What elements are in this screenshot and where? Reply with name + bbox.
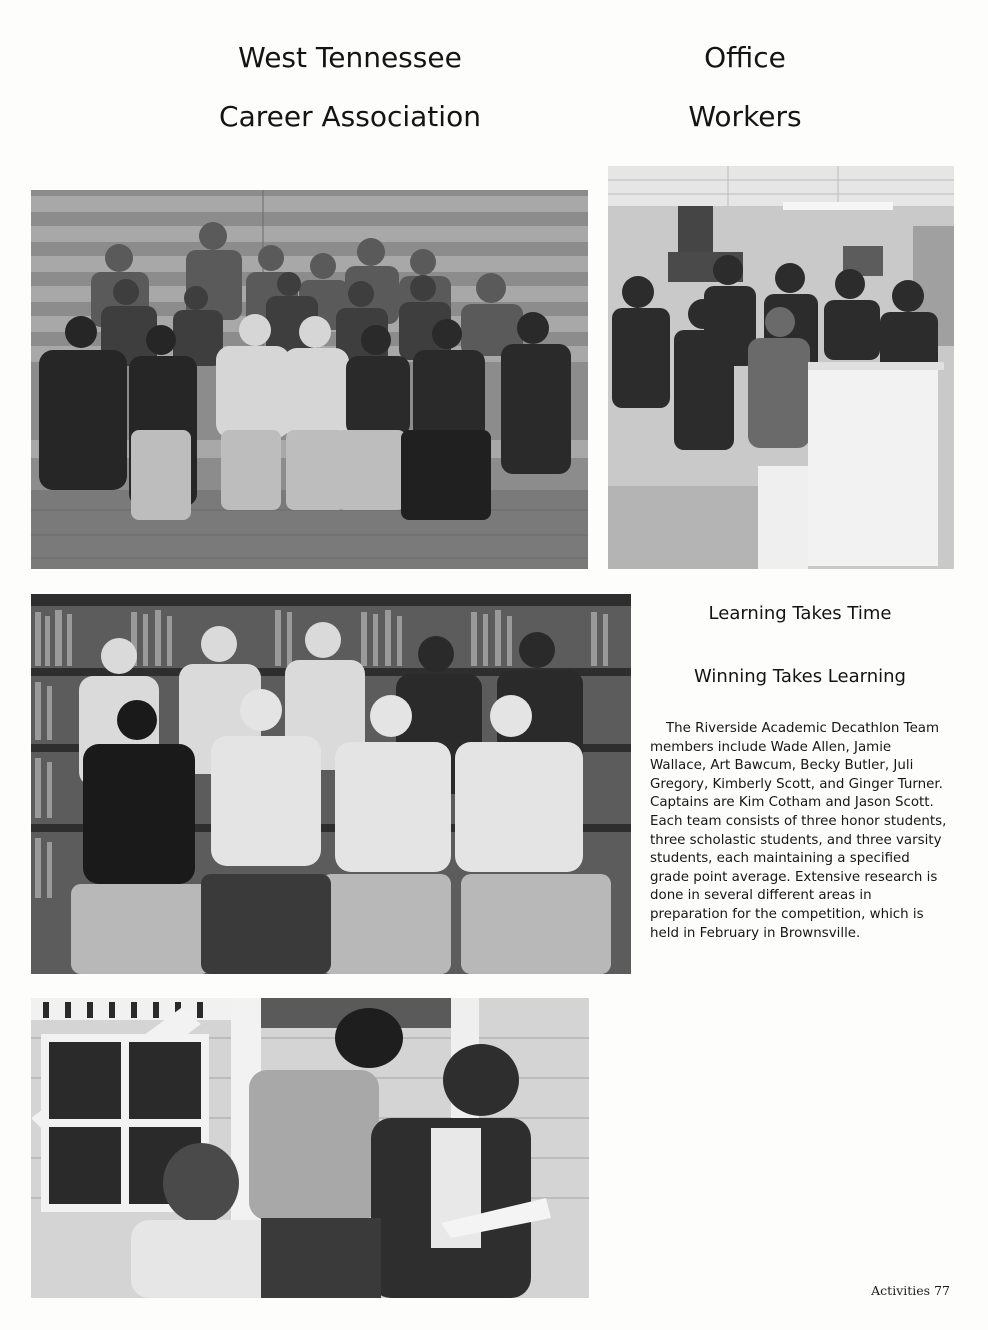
photo-students-on-porch [31, 998, 589, 1298]
folio-section: Activities [871, 1283, 931, 1298]
page-folio [871, 1283, 950, 1298]
heading-workers: Workers [688, 100, 802, 133]
photo-career-association-group [31, 190, 588, 569]
photo-office-workers [608, 166, 954, 569]
heading-west-tennessee: West Tennessee [238, 41, 462, 74]
photo-academic-decathlon-team [31, 594, 631, 974]
folio-page-number: 77 [934, 1283, 950, 1298]
subhead-winning-takes-learning: Winning Takes Learning [694, 666, 906, 687]
caption-paragraph-team-structure: Each team consists of three honor students, three scholastic students, and three varsity students, each maintaining a specified grade point average. Extensive research is done in several different areas in preparation for the competition, which is held in February in Brownsville. [650, 813, 947, 941]
heading-office: Office [704, 41, 786, 74]
heading-career-association: Career Association [219, 100, 481, 133]
decathlon-caption [650, 720, 950, 943]
subhead-learning-takes-time: Learning Takes Time [708, 603, 892, 624]
caption-paragraph-members: The Riverside Academic Decathlon Team members include Wade Allen, Jamie Wallace, Art Bawcum, Becky Butler, Juli Gregory, Kimberly Scott, and Ginger Turner. Captains are Kim Cotham and Jason Scott. [650, 721, 943, 811]
